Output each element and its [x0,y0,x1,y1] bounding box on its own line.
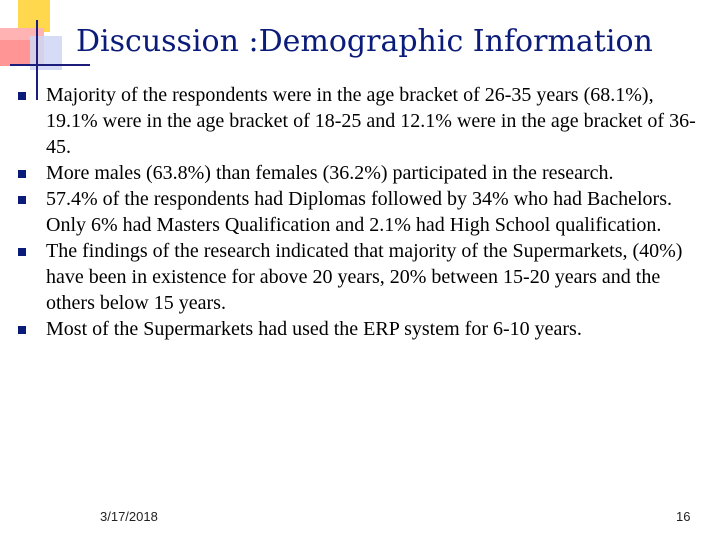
square-bullet-icon [18,326,26,334]
bullet-item [46,82,706,160]
bullet-item [46,238,706,316]
bullet-item [46,186,706,238]
slide-title: Discussion :Demographic Information [76,24,653,59]
bullet-list [46,82,706,342]
bullet-text: The findings of the research indicated that majority of the Supermarkets, (40%) have been in existence for above 20 years, 20% between 15-20 years and the others below 15 years. [46,240,683,314]
decor-horizontal-line [10,64,90,66]
square-bullet-icon [18,92,26,100]
footer-date: 3/17/2018 [100,509,158,524]
bullet-text: Majority of the respondents were in the age bracket of 26-35 years (68.1%), 19.1% were in the age bracket of 18-25 and 12.1% were in the age bracket of 36-45. [46,84,696,158]
bullet-item [46,160,706,186]
bullet-item [46,316,706,342]
square-bullet-icon [18,170,26,178]
bullet-text: More males (63.8%) than females (36.2%) participated in the research. [46,162,614,184]
bullet-text: Most of the Supermarkets had used the ERP system for 6-10 years. [46,318,582,340]
bullet-text: 57.4% of the respondents had Diplomas followed by 34% who had Bachelors. Only 6% had Masters Qualification and 2.1% had High School qualification. [46,188,672,236]
decor-vertical-line [36,20,38,100]
square-bullet-icon [18,196,26,204]
page-number: 16 [676,509,691,524]
square-bullet-icon [18,248,26,256]
